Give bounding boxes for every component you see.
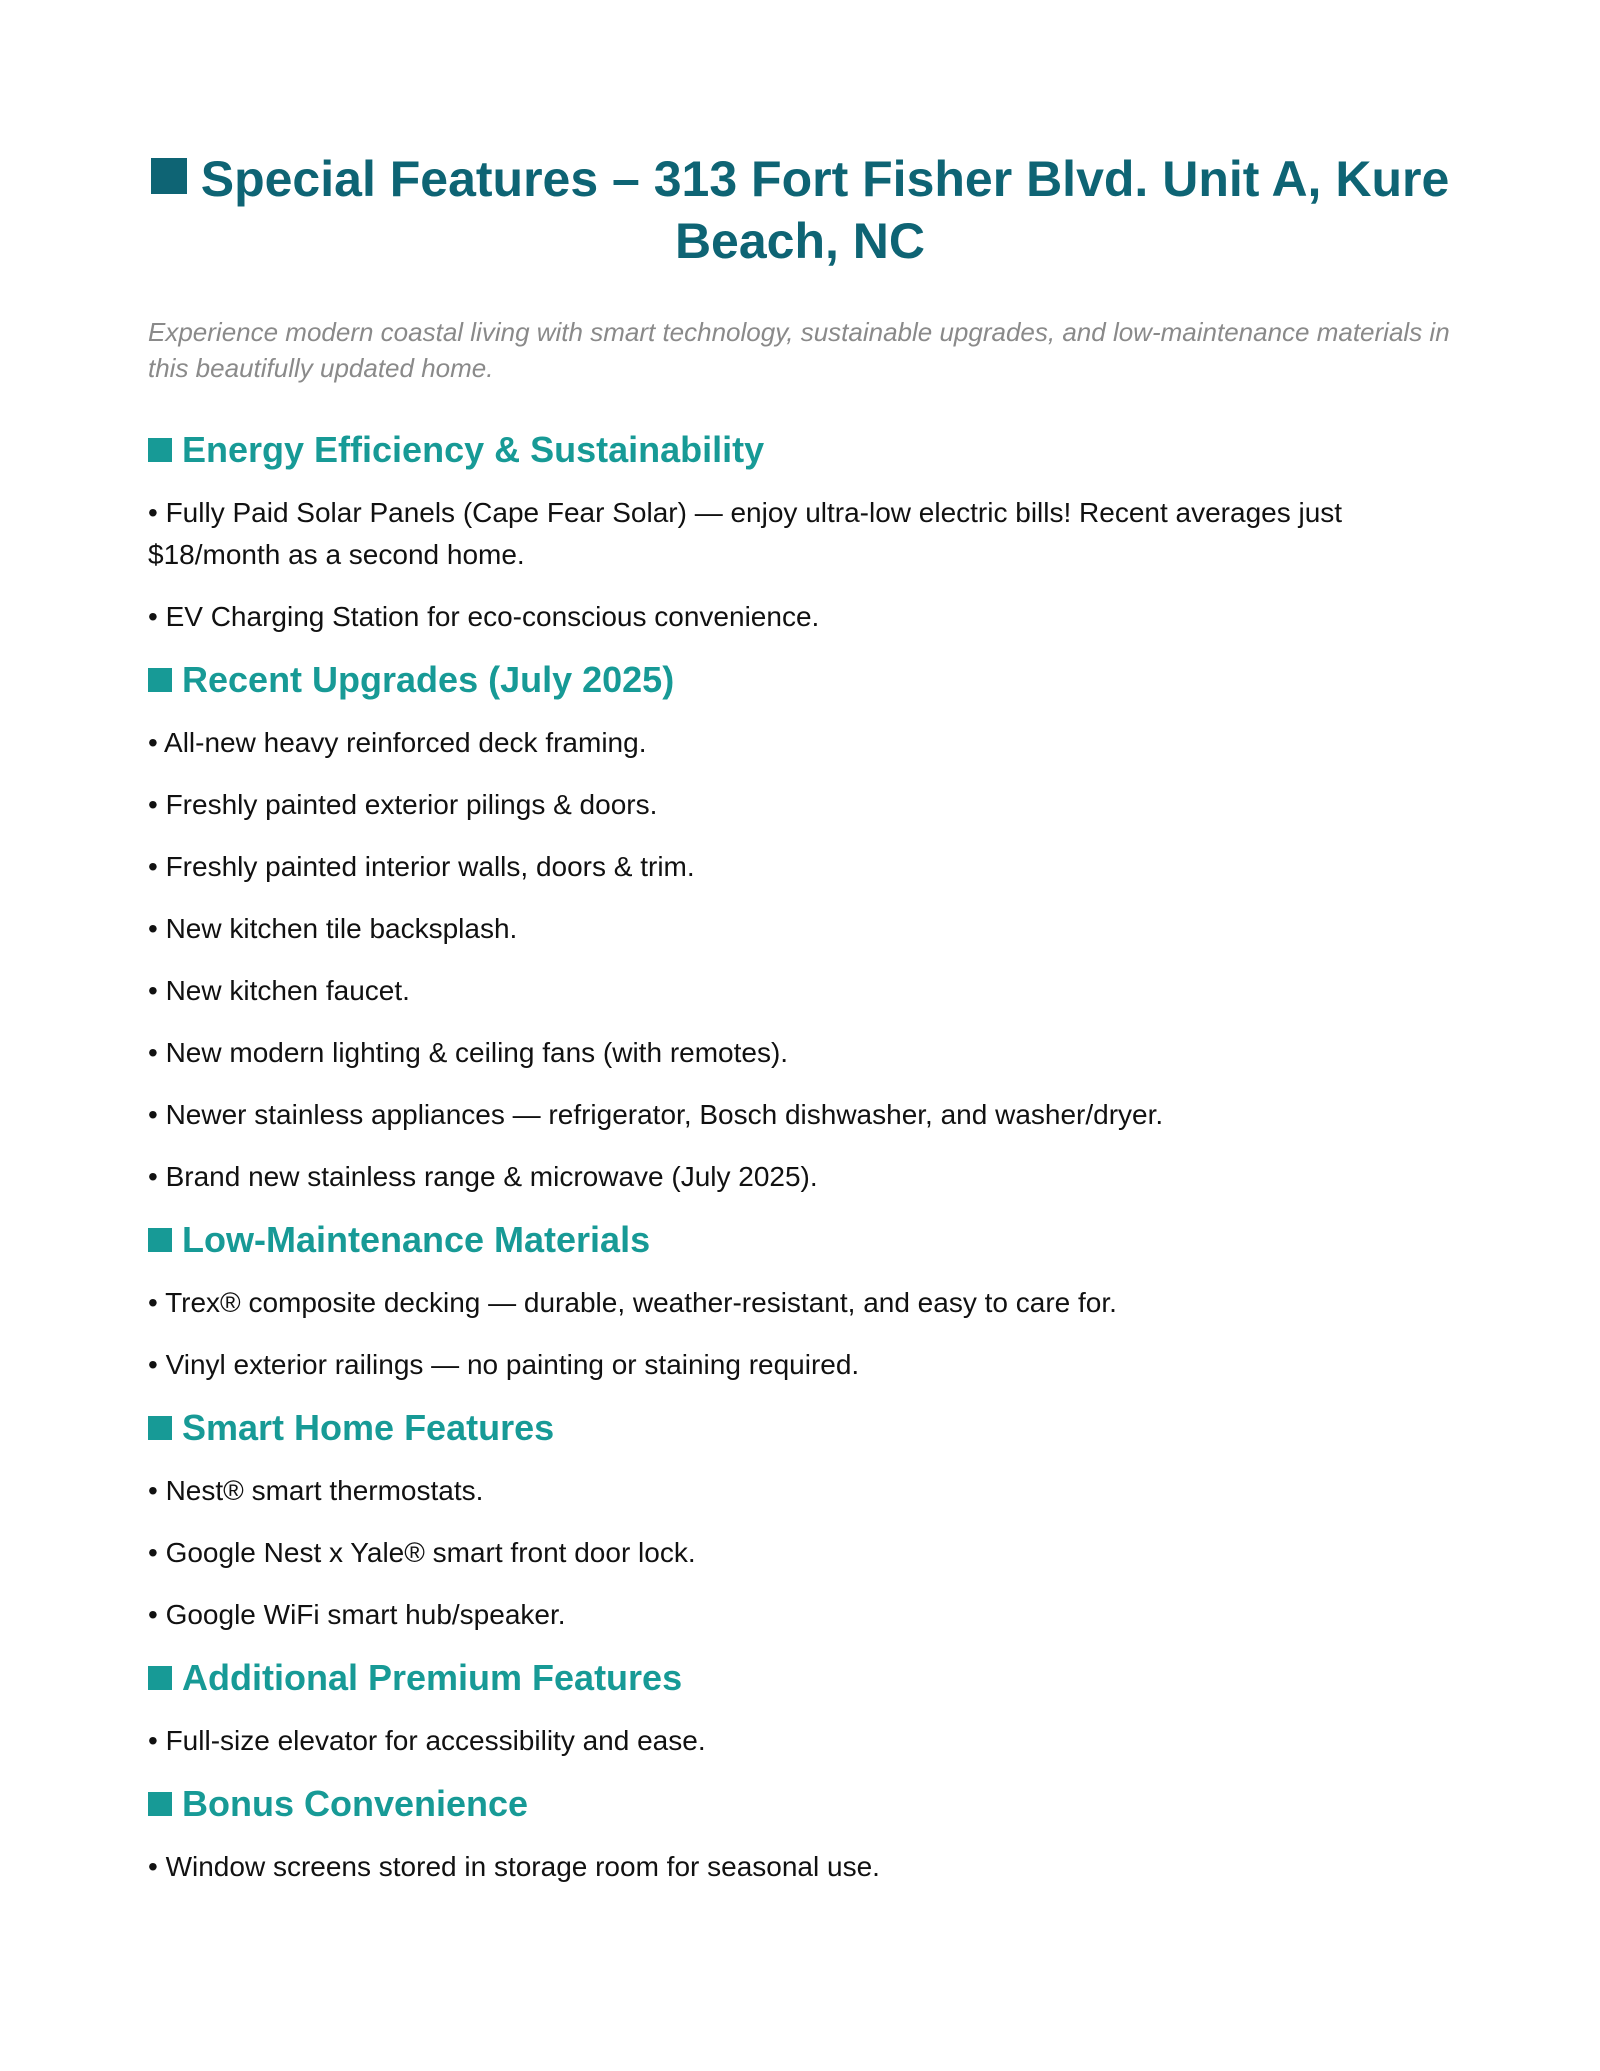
section-heading-text: Additional Premium Features [182,1657,683,1698]
section-recent-upgrades [148,658,1468,1198]
list-item: • Newer stainless appliances — refrigerator, Bosch dishwasher, and washer/dryer. [148,1099,1164,1130]
section-heading-text: Low-Maintenance Materials [182,1219,651,1260]
section-heading [148,1218,1468,1262]
page-title-text: Special Features – 313 Fort Fisher Blvd. Unit A, Kure Beach, NC [200,151,1450,269]
list-item: • Brand new stainless range & microwave (July 2025). [148,1161,818,1192]
list-item: • Google WiFi smart hub/speaker. [148,1599,566,1630]
feature-list [148,1282,1468,1386]
section-heading [148,1782,1468,1826]
section-bonus-convenience [148,1782,1468,1888]
list-item: • Trex® composite decking — durable, weather-resistant, and easy to care for. [148,1287,1117,1318]
list-item: • Fully Paid Solar Panels (Cape Fear Solar) — enjoy ultra-low electric bills! Recent averages just $18/month as a second home. [148,497,1343,570]
square-bullet-icon [151,158,187,194]
section-heading [148,1406,1468,1450]
square-bullet-icon [148,1416,172,1440]
square-bullet-icon [148,1666,172,1690]
section-heading [148,1656,1468,1700]
section-heading-text: Recent Upgrades (July 2025) [182,659,675,700]
feature-list [148,1846,1468,1888]
list-item: • Google Nest x Yale® smart front door lock. [148,1537,696,1568]
section-heading [148,428,1468,472]
square-bullet-icon [148,438,172,462]
square-bullet-icon [148,1228,172,1252]
feature-list [148,492,1468,638]
list-item: • All-new heavy reinforced deck framing. [148,727,647,758]
list-item: • New modern lighting & ceiling fans (with remotes). [148,1037,789,1068]
section-energy-efficiency [148,428,1468,638]
feature-list [148,1470,1468,1636]
list-item: • Freshly painted exterior pilings & doors. [148,789,658,820]
feature-list [148,1720,1468,1762]
features-content [148,428,1468,1888]
section-additional-premium [148,1656,1468,1762]
list-item: • Window screens stored in storage room for seasonal use. [148,1851,880,1882]
list-item: • Vinyl exterior railings — no painting or staining required. [148,1349,860,1380]
section-heading-text: Energy Efficiency & Sustainability [182,429,765,470]
section-low-maintenance [148,1218,1468,1386]
list-item: • EV Charging Station for eco-conscious convenience. [148,601,820,632]
list-item: • New kitchen tile backsplash. [148,913,518,944]
section-smart-home [148,1406,1468,1636]
list-item: • New kitchen faucet. [148,975,410,1006]
square-bullet-icon [148,1792,172,1816]
section-heading-text: Smart Home Features [182,1407,555,1448]
list-item: • Freshly painted interior walls, doors & trim. [148,851,695,882]
feature-list [148,722,1468,1198]
section-heading-text: Bonus Convenience [182,1783,529,1824]
list-item: • Nest® smart thermostats. [148,1475,484,1506]
square-bullet-icon [148,668,172,692]
list-item: • Full-size elevator for accessibility and ease. [148,1725,706,1756]
page-title [120,148,1480,272]
section-heading [148,658,1468,702]
intro-text: Experience modern coastal living with smart technology, sustainable upgrades, and low-maintenance materials in this beautifully updated home. [148,317,1450,383]
